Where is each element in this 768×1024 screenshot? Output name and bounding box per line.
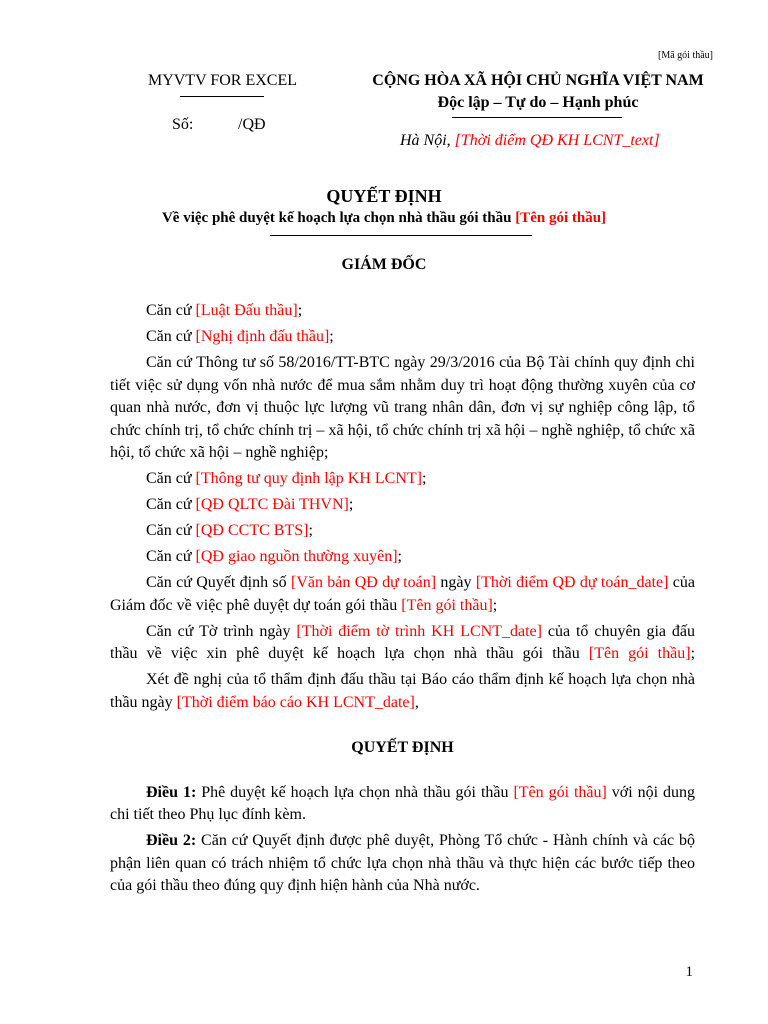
subtitle-underline xyxy=(270,235,532,236)
basis-paragraph: Căn cứ [QĐ CCTC BTS]; xyxy=(146,522,313,539)
basis-paragraph: Căn cứ Quyết định số [Văn bản QĐ dự toán] ngày [Thời điểm QĐ dự toán_date] của Giám đốc về việc phê duyệt dự toán gói thầu [Tên gói thầu]; xyxy=(110,574,696,614)
package-name-field: [Tên gói thầu] xyxy=(401,596,493,614)
document-number-suffix: /QĐ xyxy=(238,116,266,133)
structure-decision-field: [QĐ CCTC BTS] xyxy=(195,522,309,539)
estimate-decision-field: [Văn bản QĐ dự toán] xyxy=(290,574,437,591)
decision-heading: QUYẾT ĐỊNH xyxy=(351,739,454,756)
organization-underline xyxy=(180,96,264,97)
decree-field: [Nghị định đấu thầu] xyxy=(195,328,330,345)
article-1-label: Điều 1: xyxy=(146,783,197,801)
basis-paragraph: Căn cứ Tờ trình ngày [Thời điểm tờ trình KH LCNT_date] của tổ chuyên gia đấu thầu về việc xin phê duyệt kế hoạch lựa chọn nhà thầu gói thầu [Tên gói thầu]; xyxy=(110,622,696,662)
basis-paragraph: Căn cứ [QĐ QLTC Đài THVN]; xyxy=(146,496,354,513)
package-name-field: [Tên gói thầu] xyxy=(588,645,691,662)
document-number xyxy=(172,116,266,134)
national-motto: Độc lập – Tự do – Hạnh phúc xyxy=(437,94,639,111)
funding-decision-field: [QĐ giao nguồn thường xuyên] xyxy=(195,548,398,565)
page-number: 1 xyxy=(685,964,693,980)
document-number-label: Số: xyxy=(172,116,194,133)
issuer-title: GIÁM ĐỐC xyxy=(341,256,427,273)
submission-date-field: [Thời điểm tờ trình KH LCNT_date] xyxy=(296,622,542,640)
finance-decision-field: [QĐ QLTC Đài THVN] xyxy=(195,496,349,513)
package-name-field: [Tên gói thầu] xyxy=(513,783,607,801)
basis-paragraph: Xét đề nghị của tổ thẩm định đấu thầu tại Báo cáo thẩm định kế hoạch lựa chọn nhà thầu ngày [Thời điểm báo cáo KH LCNT_date], xyxy=(110,671,695,711)
circular-field: [Thông tư quy định lập KH LCNT] xyxy=(195,470,422,487)
place-and-date xyxy=(400,132,660,150)
document-body xyxy=(110,300,695,901)
law-field: [Luật Đấu thầu] xyxy=(195,302,298,319)
place: Hà Nội, xyxy=(400,132,455,149)
article-2: Điều 2: Căn cứ Quyết định được phê duyệt, Phòng Tổ chức - Hành chính và các bộ phận liên quan có trách nhiệm tổ chức lựa chọn nhà thầu và thực hiện các bước tiếp theo của gói thầu theo đúng quy định hiện hành của Nhà nước. xyxy=(110,832,696,894)
basis-paragraph: Căn cứ [Thông tư quy định lập KH LCNT]; xyxy=(146,470,427,487)
motto-underline xyxy=(452,117,622,118)
date-field: [Thời điểm QĐ KH LCNT_text] xyxy=(454,132,660,149)
basis-paragraph: Căn cứ [Nghị định đấu thầu]; xyxy=(146,328,334,345)
package-name-field: [Tên gói thầu] xyxy=(515,210,607,226)
document-title: QUYẾT ĐỊNH xyxy=(326,186,442,206)
appraisal-date-field: [Thời điểm báo cáo KH LCNT_date] xyxy=(176,693,415,711)
document-subtitle: Về việc phê duyệt kế hoạch lựa chọn nhà thầu gói thầu [Tên gói thầu] xyxy=(161,210,607,226)
organization-name: MYVTV FOR EXCEL xyxy=(147,72,298,89)
article-1: Điều 1: Phê duyệt kế hoạch lựa chọn nhà thầu gói thầu [Tên gói thầu] với nội dung chi tiết theo Phụ lục đính kèm. xyxy=(110,783,696,823)
article-2-label: Điều 2: xyxy=(146,832,197,849)
package-code-tag: [Mã gói thầu] xyxy=(658,50,713,61)
national-name: CỘNG HÒA XÃ HỘI CHỦ NGHĨA VIỆT NAM xyxy=(372,72,704,89)
basis-paragraph: Căn cứ [QĐ giao nguồn thường xuyên]; xyxy=(146,548,402,565)
basis-paragraph: Căn cứ [Luật Đấu thầu]; xyxy=(146,302,303,319)
estimate-date-field: [Thời điểm QĐ dự toán_date] xyxy=(475,574,669,591)
basis-paragraph: Căn cứ Thông tư số 58/2016/TT-BTC ngày 29/3/2016 của Bộ Tài chính quy định chi tiết việc sử dụng vốn nhà nước để mua sắm nhằm duy trì hoạt động thường xuyên của cơ quan nhà nước, đơn vị thuộc lực lượng vũ trang nhân dân, đơn vị sự nghiệp công lập, tổ chức chính trị, tổ chức chính trị – xã hội, tổ chức chính trị xã hội – nghề nghiệp, tổ chức xã hội, tổ chức xã hội – nghề nghiệp; xyxy=(110,354,695,461)
